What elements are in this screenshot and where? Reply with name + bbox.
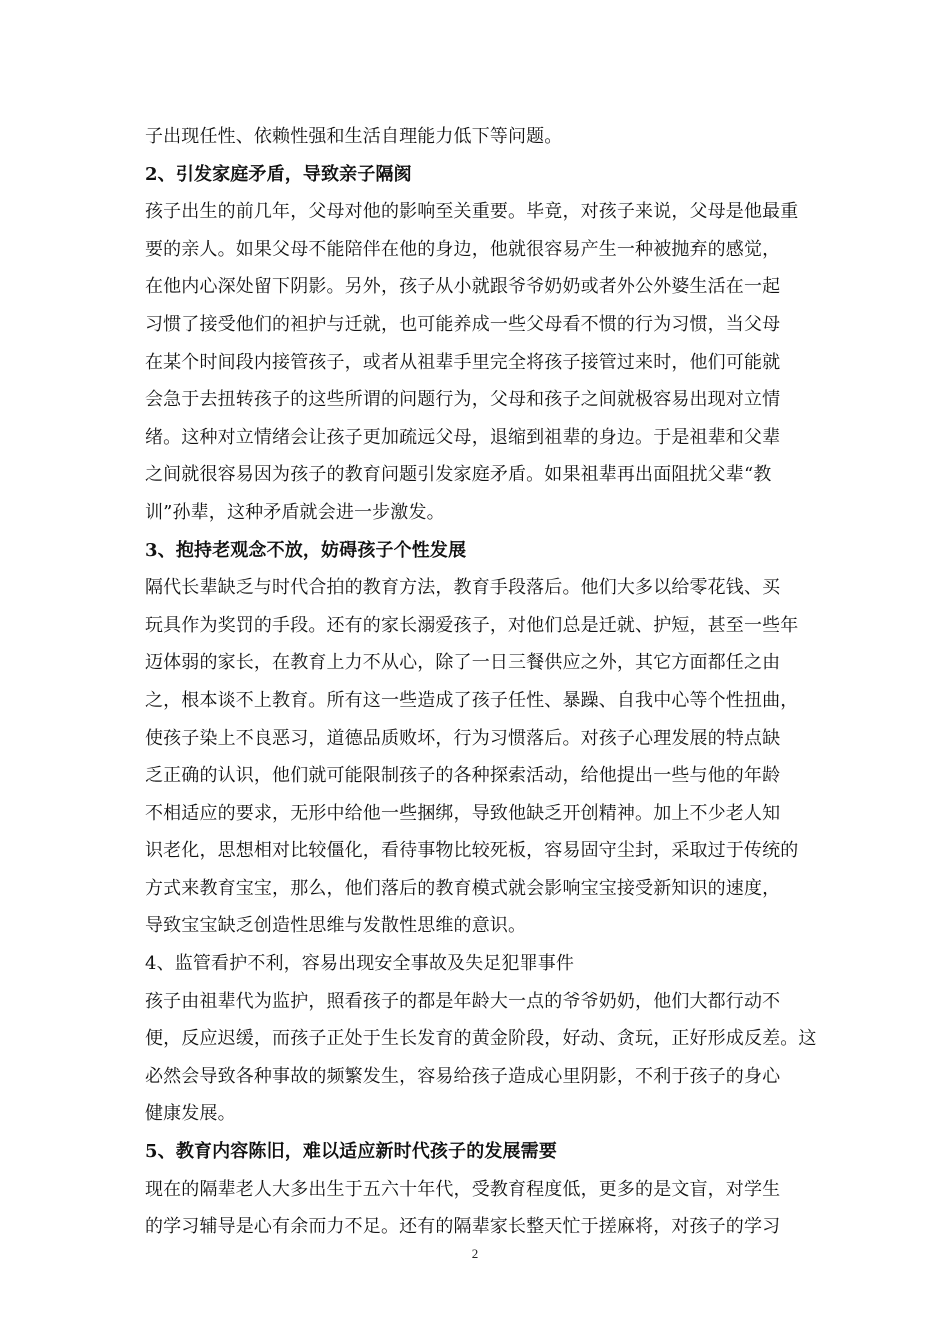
paragraph-line: 之，根本谈不上教育。所有这一些造成了孩子任性、暴躁、自我中心等个性扭曲， xyxy=(145,689,799,711)
paragraph-line: 孩子出生的前几年，父母对他的影响至关重要。毕竟，对孩子来说，父母是他最重 xyxy=(145,201,799,223)
paragraph-line: 之间就很容易因为孩子的教育问题引发家庭矛盾。如果祖辈再出面阻扰父辈“教 xyxy=(145,464,772,486)
paragraph-line: 现在的隔辈老人大多出生于五六十年代，受教育程度低，更多的是文盲，对学生 xyxy=(145,1178,781,1200)
paragraph-line: 健康发展。 xyxy=(145,1103,236,1125)
paragraph-line: 导致宝宝缺乏创造性思维与发散性思维的意识。 xyxy=(145,915,527,937)
paragraph-line: 便，反应迟缓，而孩子正处于生长发育的黄金阶段，好动、贪玩，正好形成反差。这 xyxy=(145,1028,817,1050)
paragraph-line: 使孩子染上不良恶习，道德品质败坏，行为习惯落后。对孩子心理发展的特点缺 xyxy=(145,727,781,749)
page-number: 2 xyxy=(471,1246,479,1261)
paragraph-line: 子出现任性、依赖性强和生活自理能力低下等问题。 xyxy=(145,126,563,147)
paragraph-line: 玩具作为奖罚的手段。还有的家长溺爱孩子，对他们总是迁就、护短，甚至一些年 xyxy=(145,614,799,636)
paragraph-line: 隔代长辈缺乏与时代合拍的教育方法，教育手段落后。他们大多以给零花钱、买 xyxy=(145,577,781,599)
paragraph-line: 绪。这种对立情绪会让孩子更加疏远父母，退缩到祖辈的身边。于是祖辈和父辈 xyxy=(145,426,781,448)
document-body xyxy=(145,118,817,1246)
paragraph-line: 在他内心深处留下阴影。另外，孩子从小就跟爷爷奶奶或者外公外婆生活在一起 xyxy=(145,276,781,298)
paragraph-line: 孩子由祖辈代为监护，照看孩子的都是年龄大一点的爷爷奶奶，他们大都行动不 xyxy=(145,990,781,1012)
section-heading: 2、引发家庭矛盾，导致亲子隔阂 xyxy=(145,163,412,185)
paragraph-line: 的学习辅导是心有余而力不足。还有的隔辈家长整天忙于搓麻将，对孩子的学习 xyxy=(145,1216,781,1238)
paragraph-line: 识老化，思想相对比较僵化，看待事物比较死板，容易固守尘封，采取过于传统的 xyxy=(145,840,799,862)
paragraph-line: 必然会导致各种事故的频繁发生，容易给孩子造成心里阴影，不利于孩子的身心 xyxy=(145,1065,781,1087)
paragraph-line: 会急于去扭转孩子的这些所谓的问题行为，父母和孩子之间就极容易出现对立情 xyxy=(145,389,781,411)
section-heading: 3、抱持老观念不放，妨碍孩子个性发展 xyxy=(145,539,467,561)
paragraph-line: 不相适应的要求，无形中给他一些捆绑，导致他缺乏开创精神。加上不少老人知 xyxy=(145,802,781,824)
paragraph-line: 在某个时间段内接管孩子，或者从祖辈手里完全将孩子接管过来时，他们可能就 xyxy=(145,351,781,373)
paragraph-line: 乏正确的认识，他们就可能限制孩子的各种探索活动，给他提出一些与他的年龄 xyxy=(145,765,781,787)
paragraph-line: 习惯了接受他们的袒护与迁就，也可能养成一些父母看不惯的行为习惯，当父母 xyxy=(145,313,781,335)
paragraph-line: 迈体弱的家长，在教育上力不从心，除了一日三餐供应之外，其它方面都任之由 xyxy=(145,652,781,674)
paragraph-line: 方式来教育宝宝，那么，他们落后的教育模式就会影响宝宝接受新知识的速度， xyxy=(145,877,781,899)
section-heading: 5、教育内容陈旧，难以适应新时代孩子的发展需要 xyxy=(145,1141,557,1163)
paragraph-line: 4、监管看护不利，容易出现安全事故及失足犯罪事件 xyxy=(145,953,575,975)
paragraph-line: 训”孙辈，这种矛盾就会进一步激发。 xyxy=(145,501,445,523)
paragraph-line: 要的亲人。如果父母不能陪伴在他的身边，他就很容易产生一种被抛弃的感觉， xyxy=(145,238,781,260)
